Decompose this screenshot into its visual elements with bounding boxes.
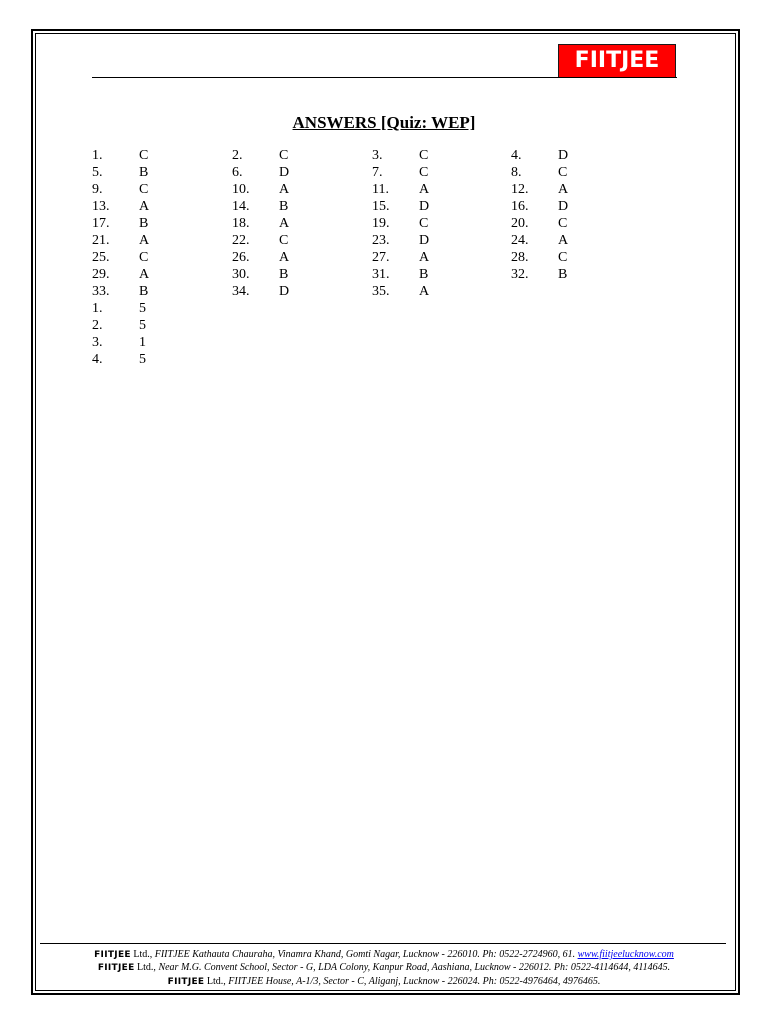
answer-value: 5 [139,301,146,316]
answer-option: A [558,182,569,197]
answer-option: C [139,250,149,265]
answer-option: A [419,182,430,197]
question-number: 22. [232,233,250,248]
answer-option: C [419,216,429,231]
answer-option: C [139,148,149,163]
answer-option: D [558,148,569,163]
question-number: 8. [511,165,522,180]
answer-option: B [279,267,289,282]
question-number: 13. [92,199,110,214]
question-number: 21. [92,233,110,248]
question-number: 4. [92,352,103,367]
question-number: 20. [511,216,529,231]
question-number: 1. [92,148,103,163]
answer-option: A [139,267,150,282]
footer-ltd: Ltd., [134,962,159,973]
question-number: 29. [92,267,110,282]
question-number: 19. [372,216,390,231]
question-number: 17. [92,216,110,231]
question-number: 5. [92,165,103,180]
question-number: 4. [511,148,522,163]
answer-option: C [558,216,568,231]
question-number: 31. [372,267,390,282]
answer-option: C [558,165,568,180]
answer-option: D [419,233,430,248]
question-number: 24. [511,233,529,248]
answer-value: 1 [139,335,146,350]
footer-address: Near M.G. Convent School, Sector - G, LDA Colony, Kanpur Road, Aashiana, Lucknow - 226012. Ph: 0522-4114644, 4114645. [158,962,671,973]
footer-logo: FIITJEE [94,950,131,960]
answer-option: A [419,250,430,265]
website-link[interactable]: www.fiitjeelucknow.com [577,949,674,960]
question-number: 7. [372,165,383,180]
question-number: 18. [232,216,250,231]
answer-option: C [419,148,429,163]
answer-option: B [139,216,149,231]
header-divider [92,77,677,78]
question-number: 35. [372,284,390,299]
answer-option: D [279,284,290,299]
answer-option: A [279,216,290,231]
question-number: 30. [232,267,250,282]
answer-option: D [558,199,569,214]
question-number: 14. [232,199,250,214]
answer-option: C [279,233,289,248]
footer-address: FIITJEE Kathauta Chauraha, Vinamra Khand, Gomti Nagar, Lucknow - 226010. Ph: 0522-2724960, 61. [154,949,578,960]
answer-option: B [139,165,149,180]
question-number: 12. [511,182,529,197]
question-number: 32. [511,267,529,282]
question-number: 34. [232,284,250,299]
question-number: 6. [232,165,243,180]
answer-value: 5 [139,352,146,367]
fiitjee-logo: FIITJEE [558,44,676,78]
question-number: 3. [372,148,383,163]
footer-address-line [0,948,768,962]
question-number: 33. [92,284,110,299]
question-number: 28. [511,250,529,265]
footer-ltd: Ltd., [204,976,229,987]
question-number: 23. [372,233,390,248]
answer-option: A [558,233,569,248]
answer-option: B [139,284,149,299]
question-number: 9. [92,182,103,197]
question-number: 10. [232,182,250,197]
answer-option: A [139,233,150,248]
question-number: 27. [372,250,390,265]
answer-option: B [419,267,429,282]
answer-option: D [279,165,290,180]
answer-option: B [279,199,289,214]
question-number: 2. [92,318,103,333]
answer-option: C [419,165,429,180]
question-number: 16. [511,199,529,214]
answer-option: A [139,199,150,214]
answer-option: C [558,250,568,265]
question-number: 3. [92,335,103,350]
footer-address-line [0,975,768,989]
question-number: 25. [92,250,110,265]
answer-option: B [558,267,568,282]
footer-divider [40,943,726,944]
footer-logo: FIITJEE [167,977,205,987]
answer-option: C [279,148,289,163]
answer-option: C [139,182,149,197]
answer-option: A [419,284,430,299]
footer-logo: FIITJEE [97,963,135,973]
footer-address-line [0,961,768,975]
page-title: ANSWERS [Quiz: WEP] [292,113,476,132]
question-number: 26. [232,250,250,265]
question-number: 11. [372,182,389,197]
answer-value: 5 [139,318,146,333]
answer-option: A [279,250,290,265]
footer-ltd: Ltd., [130,949,155,960]
question-number: 1. [92,301,103,316]
footer-address: FIITJEE House, A-1/3, Sector - C, Aliganj, Lucknow - 226024. Ph: 0522-4976464, 4976465. [228,976,601,987]
question-number: 15. [372,199,390,214]
answer-option: D [419,199,430,214]
answer-option: A [279,182,290,197]
question-number: 2. [232,148,243,163]
